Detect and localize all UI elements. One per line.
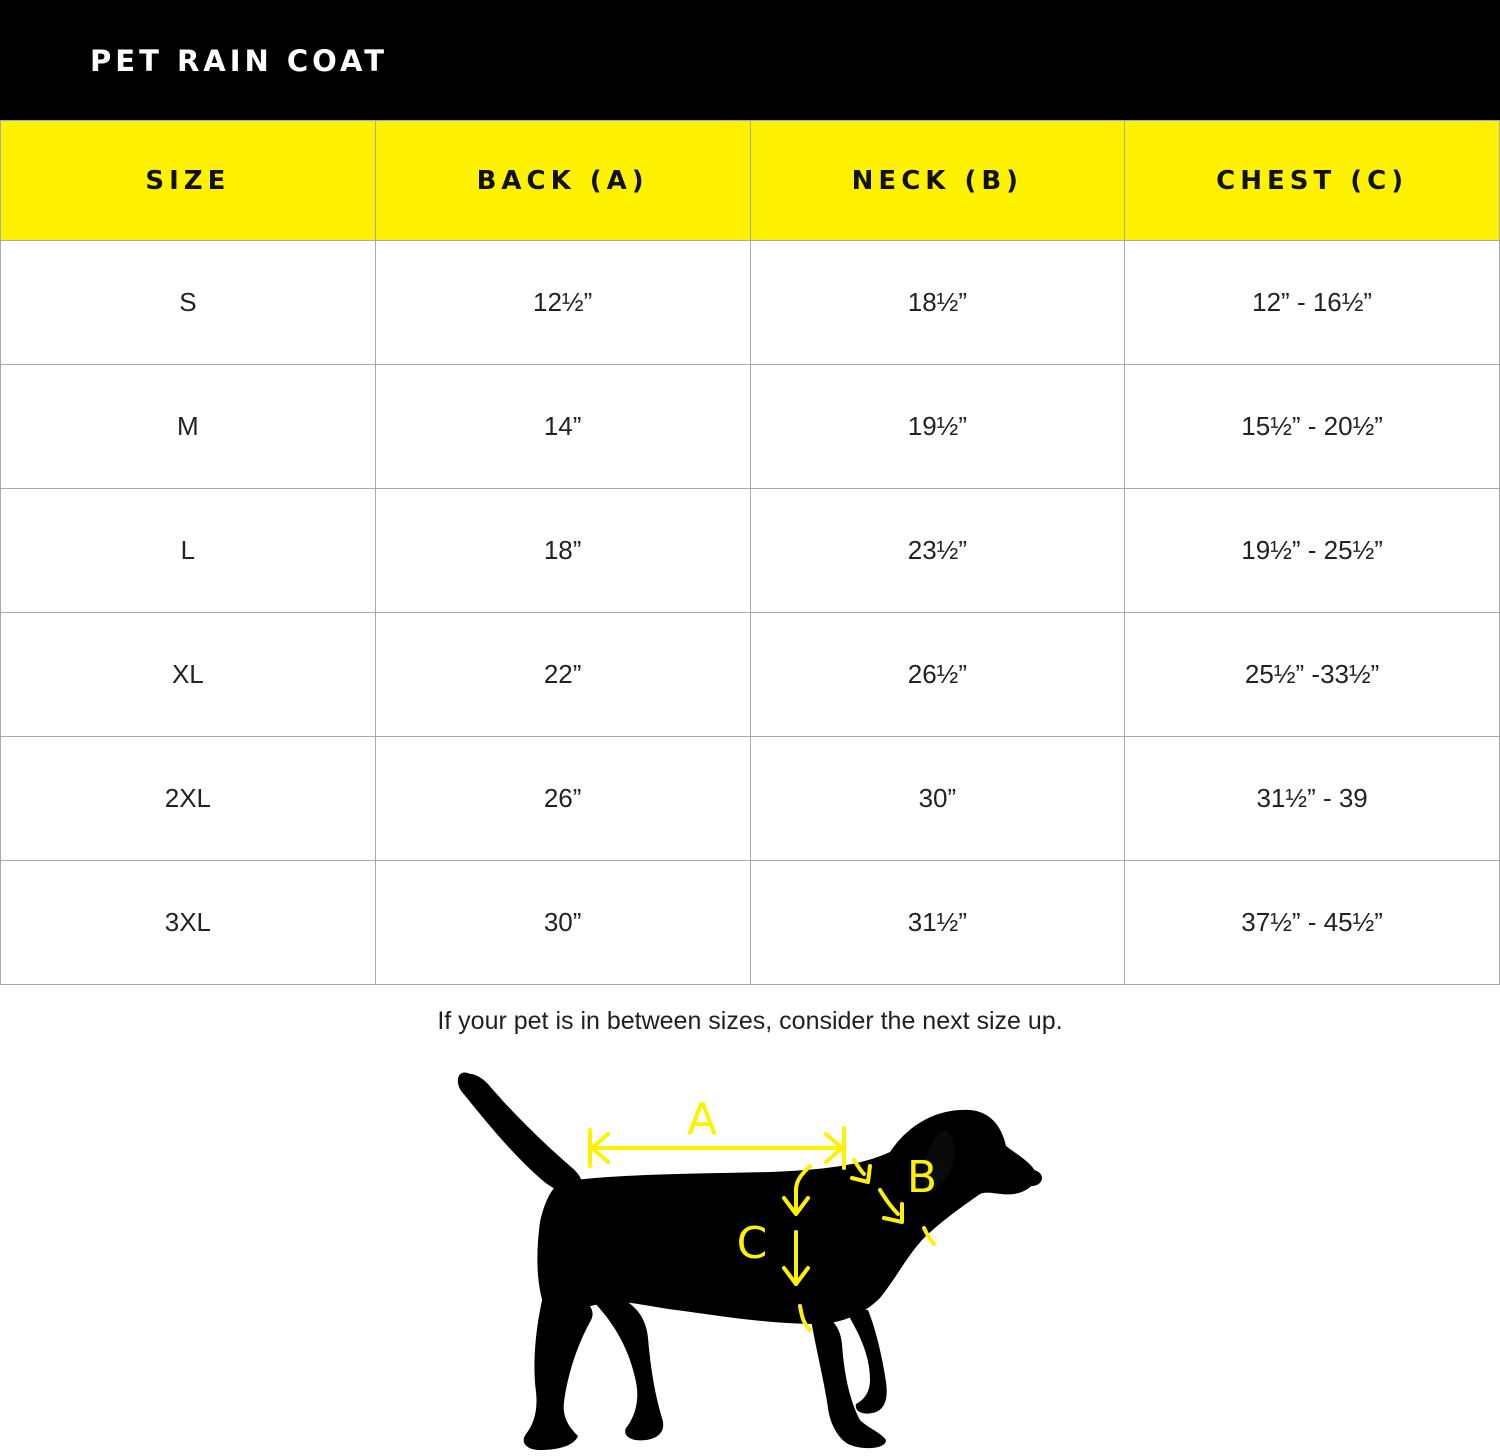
header-neck: NECK (B)	[750, 121, 1125, 241]
cell-back: 26”	[375, 737, 750, 861]
size-chart-table	[0, 120, 1500, 985]
cell-back: 18”	[375, 489, 750, 613]
table-row	[1, 241, 1500, 365]
table-row	[1, 861, 1500, 985]
cell-chest: 12” - 16½”	[1125, 241, 1500, 365]
page-title: PET RAIN COAT	[90, 44, 389, 78]
header-back: BACK (A)	[375, 121, 750, 241]
cell-chest: 25½” -33½”	[1125, 613, 1500, 737]
cell-size: L	[1, 489, 376, 613]
cell-size: M	[1, 365, 376, 489]
cell-neck: 30”	[750, 737, 1125, 861]
cell-chest: 31½” - 39	[1125, 737, 1500, 861]
cell-back: 22”	[375, 613, 750, 737]
table-row	[1, 613, 1500, 737]
header-size: SIZE	[1, 121, 376, 241]
cell-neck: 26½”	[750, 613, 1125, 737]
cell-size: 2XL	[1, 737, 376, 861]
cell-back: 30”	[375, 861, 750, 985]
table-row	[1, 365, 1500, 489]
cell-size: S	[1, 241, 376, 365]
sizing-note: If your pet is in between sizes, consider the next size up.	[437, 1007, 1063, 1035]
cell-neck: 31½”	[750, 861, 1125, 985]
cell-back: 14”	[375, 365, 750, 489]
cell-chest: 37½” - 45½”	[1125, 861, 1500, 985]
cell-chest: 19½” - 25½”	[1125, 489, 1500, 613]
cell-neck: 23½”	[750, 489, 1125, 613]
table-header-row	[1, 121, 1500, 241]
cell-neck: 19½”	[750, 365, 1125, 489]
cell-neck: 18½”	[750, 241, 1125, 365]
label-c: C	[736, 1218, 768, 1269]
dog-measurement-diagram	[440, 1062, 1060, 1456]
cell-size: 3XL	[1, 861, 376, 985]
table-row	[1, 737, 1500, 861]
cell-size: XL	[1, 613, 376, 737]
title-bar	[0, 0, 1500, 120]
label-b: B	[906, 1152, 938, 1203]
header-chest: CHEST (C)	[1125, 121, 1500, 241]
table-row	[1, 489, 1500, 613]
label-a: A	[686, 1094, 718, 1145]
cell-back: 12½”	[375, 241, 750, 365]
cell-chest: 15½” - 20½”	[1125, 365, 1500, 489]
